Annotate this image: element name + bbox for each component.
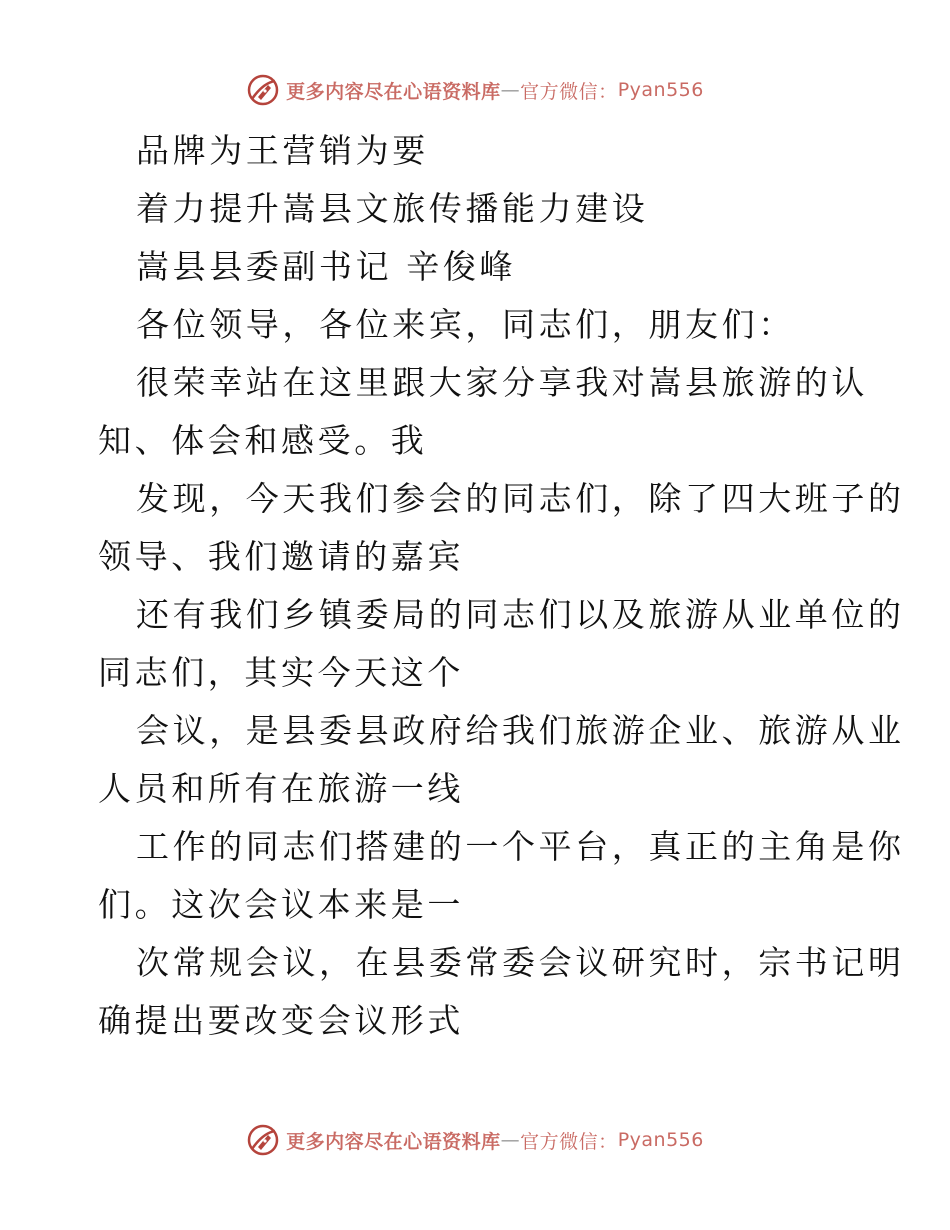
watermark-account-id: Pyan556	[617, 1129, 704, 1151]
watermark-account-label: 官方微信：	[520, 1130, 618, 1153]
watermark-account-id: Pyan556	[617, 79, 704, 101]
watermark-dash: —	[500, 79, 521, 101]
paragraph-line: 会议，是县委县政府给我们旅游企业、旅游从业	[136, 711, 905, 750]
paragraph-line: 同志们，其实今天这个	[98, 653, 464, 692]
header-watermark	[0, 70, 950, 110]
watermark-site-text: 更多内容尽在心语资料库	[286, 1130, 501, 1153]
document-title: 品牌为王营销为要	[136, 131, 429, 170]
document-subtitle: 着力提升嵩县文旅传播能力建设	[136, 189, 649, 228]
paragraph-line: 领导、我们邀请的嘉宾	[98, 537, 464, 576]
paragraph-line: 确提出要改变会议形式	[98, 1001, 464, 1040]
footer-watermark	[0, 1120, 950, 1160]
paragraph-line: 知、体会和感受。我	[98, 421, 428, 460]
document-author: 嵩县县委副书记 辛俊峰	[136, 247, 517, 286]
watermark-dash: —	[500, 1129, 521, 1151]
watermark-account-label: 官方微信：	[520, 80, 618, 103]
paragraph-line: 人员和所有在旅游一线	[98, 769, 464, 808]
paragraph-line: 发现，今天我们参会的同志们，除了四大班子的	[136, 479, 905, 518]
paragraph-line: 还有我们乡镇委局的同志们以及旅游从业单位的	[136, 595, 905, 634]
paragraph-line: 很荣幸站在这里跟大家分享我对嵩县旅游的认	[136, 363, 868, 402]
document-greeting: 各位领导，各位来宾，同志们，朋友们：	[136, 305, 795, 344]
watermark-site-text: 更多内容尽在心语资料库	[286, 80, 501, 103]
paragraph-line: 们。这次会议本来是一	[98, 885, 464, 924]
paragraph-line: 次常规会议，在县委常委会议研究时，宗书记明	[136, 943, 905, 982]
pen-nib-circle-icon	[246, 1123, 280, 1157]
paragraph-line: 工作的同志们搭建的一个平台，真正的主角是你	[136, 827, 905, 866]
pen-nib-circle-icon	[246, 73, 280, 107]
document-body	[98, 122, 905, 1050]
